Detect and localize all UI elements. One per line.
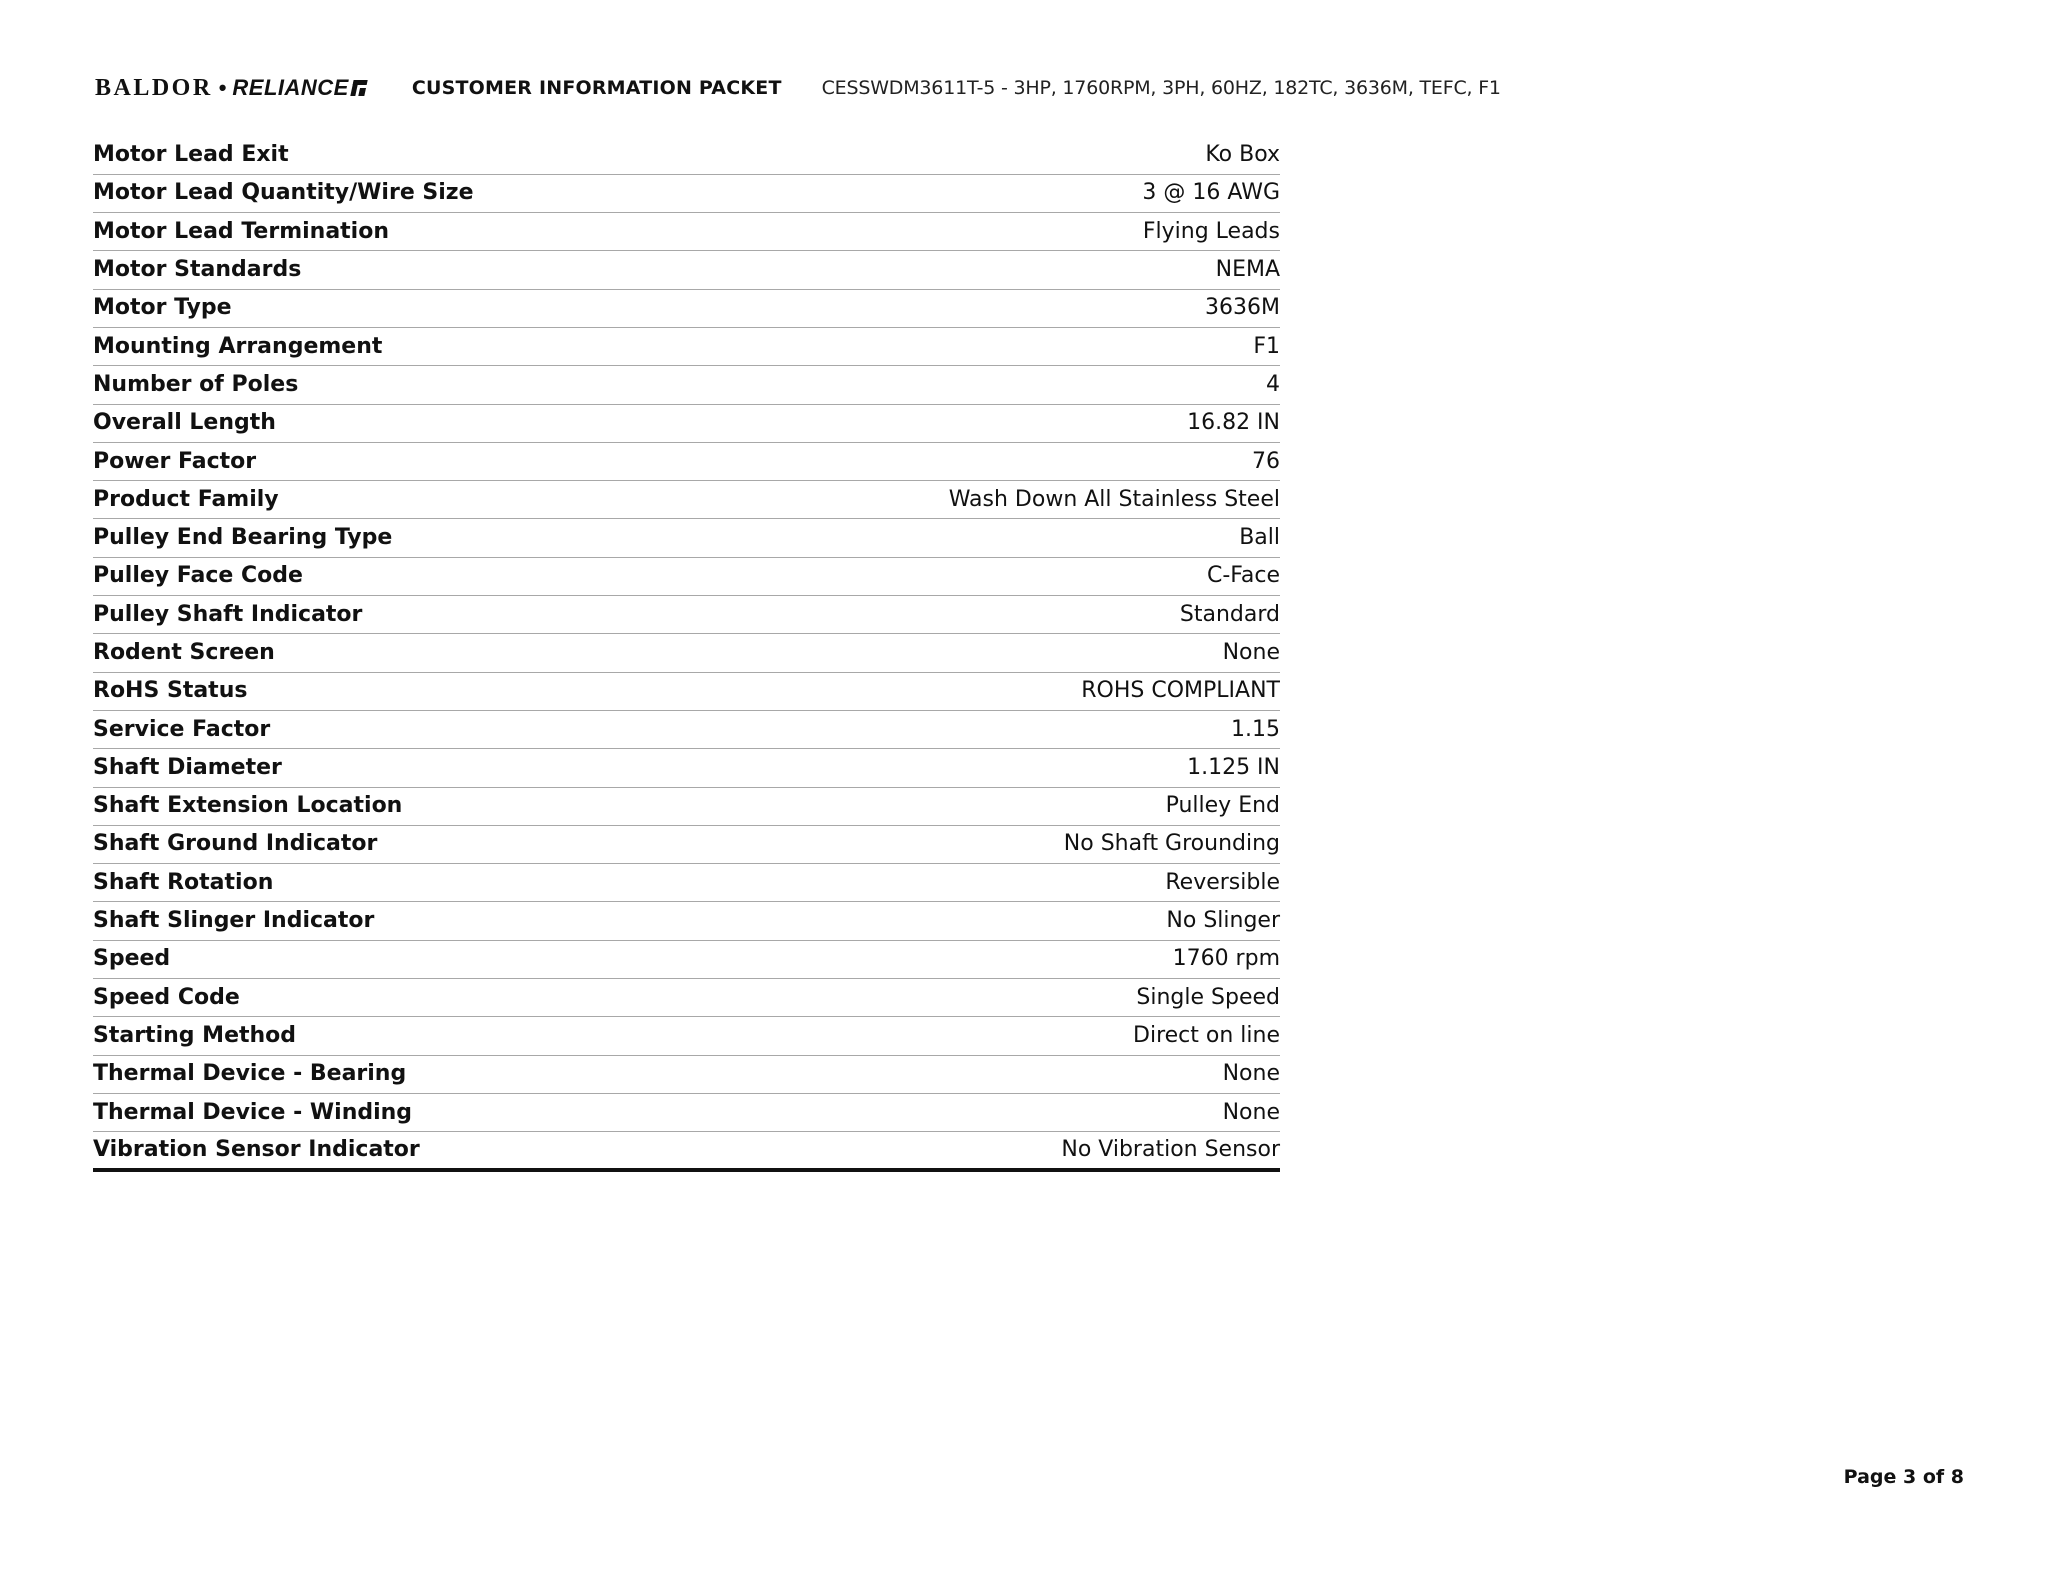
spec-value: None xyxy=(728,1093,1280,1131)
table-row xyxy=(93,1055,1280,1093)
spec-value: None xyxy=(728,1055,1280,1093)
spec-value: 1.15 xyxy=(728,710,1280,748)
table-row xyxy=(93,366,1280,404)
spec-label: Pulley Face Code xyxy=(93,557,728,595)
logo-separator: • xyxy=(218,75,227,100)
baldor-reliance-logo xyxy=(95,70,366,106)
table-row xyxy=(93,136,1280,174)
spec-label: Shaft Slinger Indicator xyxy=(93,902,728,940)
table-row xyxy=(93,825,1280,863)
spec-value: Wash Down All Stainless Steel xyxy=(728,481,1280,519)
spec-value: 4 xyxy=(728,366,1280,404)
packet-title: CUSTOMER INFORMATION PACKET xyxy=(411,77,782,99)
spec-label: Pulley Shaft Indicator xyxy=(93,596,728,634)
spec-value: No Vibration Sensor xyxy=(728,1132,1280,1170)
spec-label: Speed Code xyxy=(93,979,728,1017)
spec-table xyxy=(93,136,1280,1172)
table-row xyxy=(93,749,1280,787)
table-row xyxy=(93,634,1280,672)
page-header xyxy=(95,70,1501,106)
table-row xyxy=(93,519,1280,557)
spec-label: RoHS Status xyxy=(93,672,728,710)
spec-value: Pulley End xyxy=(728,787,1280,825)
spec-value: Ko Box xyxy=(728,136,1280,174)
spec-value: Standard xyxy=(728,596,1280,634)
spec-value: 16.82 IN xyxy=(728,404,1280,442)
spec-label: Shaft Diameter xyxy=(93,749,728,787)
spec-value: 3 @ 16 AWG xyxy=(728,174,1280,212)
table-row xyxy=(93,442,1280,480)
product-description: CESSWDM3611T-5 - 3HP, 1760RPM, 3PH, 60HZ, 182TC, 3636M, TEFC, F1 xyxy=(821,77,1501,99)
spec-value: Flying Leads xyxy=(728,213,1280,251)
spec-value: Direct on line xyxy=(728,1017,1280,1055)
spec-label: Motor Lead Exit xyxy=(93,136,728,174)
spec-label: Motor Type xyxy=(93,289,728,327)
table-row xyxy=(93,404,1280,442)
table-row xyxy=(93,596,1280,634)
spec-label: Motor Standards xyxy=(93,251,728,289)
spec-label: Power Factor xyxy=(93,442,728,480)
table-row xyxy=(93,787,1280,825)
spec-value: ROHS COMPLIANT xyxy=(728,672,1280,710)
table-row xyxy=(93,864,1280,902)
spec-label: Shaft Extension Location xyxy=(93,787,728,825)
table-row xyxy=(93,1132,1280,1170)
spec-value: C-Face xyxy=(728,557,1280,595)
table-row xyxy=(93,481,1280,519)
spec-value: None xyxy=(728,634,1280,672)
spec-value: F1 xyxy=(728,327,1280,365)
spec-label: Thermal Device - Bearing xyxy=(93,1055,728,1093)
table-row xyxy=(93,902,1280,940)
spec-label: Motor Lead Termination xyxy=(93,213,728,251)
spec-value: No Slinger xyxy=(728,902,1280,940)
spec-value: Reversible xyxy=(728,864,1280,902)
table-row xyxy=(93,174,1280,212)
spec-label: Vibration Sensor Indicator xyxy=(93,1132,728,1170)
spec-value: 1.125 IN xyxy=(728,749,1280,787)
table-row xyxy=(93,251,1280,289)
spec-label: Thermal Device - Winding xyxy=(93,1093,728,1131)
spec-label: Pulley End Bearing Type xyxy=(93,519,728,557)
spec-value: 1760 rpm xyxy=(728,940,1280,978)
table-row xyxy=(93,557,1280,595)
spec-value: 3636M xyxy=(728,289,1280,327)
spec-label: Service Factor xyxy=(93,710,728,748)
spec-value: NEMA xyxy=(728,251,1280,289)
spec-table-body xyxy=(93,136,1280,1170)
spec-label: Mounting Arrangement xyxy=(93,327,728,365)
table-row xyxy=(93,940,1280,978)
reliance-mark-icon xyxy=(350,80,367,96)
page-number: Page 3 of 8 xyxy=(1843,1466,1964,1488)
spec-value: Ball xyxy=(728,519,1280,557)
spec-label: Overall Length xyxy=(93,404,728,442)
spec-value: 76 xyxy=(728,442,1280,480)
table-row xyxy=(93,1093,1280,1131)
spec-label: Shaft Ground Indicator xyxy=(93,825,728,863)
table-row xyxy=(93,213,1280,251)
spec-label: Motor Lead Quantity/Wire Size xyxy=(93,174,728,212)
table-row xyxy=(93,1017,1280,1055)
spec-value: Single Speed xyxy=(728,979,1280,1017)
spec-label: Shaft Rotation xyxy=(93,864,728,902)
table-row xyxy=(93,327,1280,365)
spec-label: Number of Poles xyxy=(93,366,728,404)
logo-reliance-text: RELIANCE xyxy=(232,75,349,100)
spec-label: Rodent Screen xyxy=(93,634,728,672)
logo-baldor-text: BALDOR xyxy=(95,74,213,101)
spec-label: Product Family xyxy=(93,481,728,519)
spec-label: Speed xyxy=(93,940,728,978)
table-row xyxy=(93,710,1280,748)
table-row xyxy=(93,672,1280,710)
table-row xyxy=(93,979,1280,1017)
spec-value: No Shaft Grounding xyxy=(728,825,1280,863)
table-row xyxy=(93,289,1280,327)
spec-label: Starting Method xyxy=(93,1017,728,1055)
